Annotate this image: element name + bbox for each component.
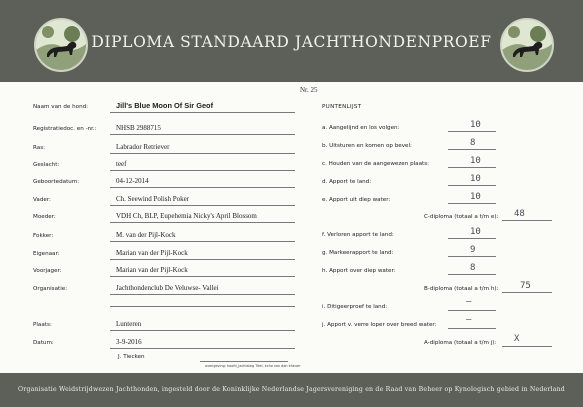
field-underline (110, 205, 295, 206)
field-underline (110, 187, 295, 188)
score-underline (502, 292, 552, 293)
field-value: Jill's Blue Moon Of Sir Geof (116, 101, 214, 110)
signature-line (200, 361, 288, 362)
signature-note: ovengeving: hoofd_Jachtsteg Titel, echo van den kheuer (205, 364, 301, 368)
field-label: Fokker: (33, 233, 54, 239)
points-item-label: f. Verloren apport te land: (322, 232, 394, 238)
points-item-label: g. Markeerapport te land: (322, 250, 394, 256)
points-item-label: b. Uitsturen en komen op bevel: (322, 143, 412, 149)
points-total-label: B-diploma (totaal a t/m h): (424, 286, 499, 292)
field-underline (110, 294, 295, 295)
field-value: Ch. Seewind Polish Poker (116, 195, 190, 203)
field-label: Ras: (33, 145, 45, 151)
field-value: 3-9-2016 (116, 338, 142, 346)
field-label: Datum: (33, 340, 54, 346)
score-underline (448, 185, 496, 186)
field-value: Marian van der Pijl-Kock (116, 266, 188, 274)
field-underline (110, 306, 295, 307)
points-score: 10 (470, 120, 481, 130)
field-value: Labrador Retriever (116, 143, 170, 151)
field-label: Geboortedatum: (33, 179, 80, 185)
score-underline (448, 256, 496, 257)
field-value: teef (116, 160, 127, 168)
score-underline (448, 131, 496, 132)
points-total-label: A-diploma (totaal a t/m j): (424, 340, 497, 346)
points-heading: PUNTENLIJST (322, 104, 362, 110)
field-label: Eigenaar: (33, 251, 60, 257)
points-item-label: e. Apport uit diep water: (322, 197, 391, 203)
points-total-score: 48 (514, 209, 525, 219)
score-underline (448, 310, 496, 311)
points-item-label: a. Aangelijnd en los volgen: (322, 125, 400, 131)
points-item-label: d. Apport te land: (322, 179, 372, 185)
score-underline (448, 238, 496, 239)
field-label: Geslacht: (33, 162, 60, 168)
field-underline (110, 276, 295, 277)
signature-name: J. Tiecken (118, 354, 145, 360)
points-total-label: C-diploma (totaal a t/m e): (424, 214, 499, 220)
points-total-score: X (514, 334, 520, 344)
field-label: Registratiedoc. en -nr.: (33, 126, 97, 132)
field-underline (110, 330, 295, 331)
field-label: Naam van de hond: (33, 104, 89, 110)
points-item-label: h. Apport over diep water: (322, 268, 396, 274)
field-value: 04-12-2014 (116, 177, 149, 185)
score-underline (448, 149, 496, 150)
field-underline (110, 348, 295, 349)
points-score: 10 (470, 192, 481, 202)
points-item-label: j. Apport v. verre loper over breed water: (322, 322, 437, 328)
field-underline (110, 112, 295, 113)
field-value: Jachthondenclub De Veluwse- Vallei (116, 284, 219, 292)
points-score: – (466, 315, 472, 325)
diploma-title: DIPLOMA STANDAARD JACHTHONDENPROEF (91, 33, 492, 51)
field-label: Organisatie: (33, 286, 68, 292)
points-item-label: c. Houden van de aangewezen plaats: (322, 161, 430, 167)
points-score: 10 (470, 174, 481, 184)
diploma-number: Nr. 25 (300, 86, 318, 94)
points-total-score: 75 (520, 281, 531, 291)
field-value: VDH Ch, BLP, Eupehemia Nicky's April Blossom (116, 212, 257, 220)
field-label: Vader: (33, 197, 51, 203)
points-score: 8 (470, 138, 476, 148)
score-underline (448, 203, 496, 204)
dog-medallion-icon (500, 18, 554, 72)
field-underline (110, 259, 295, 260)
field-underline (110, 222, 295, 223)
points-score: – (466, 297, 472, 307)
field-underline (110, 170, 295, 171)
score-underline (502, 220, 552, 221)
field-label: Plaats: (33, 322, 52, 328)
score-underline (502, 346, 552, 347)
field-value: Marian van der Pijl-Kock (116, 249, 188, 257)
field-label: Moeder: (33, 214, 56, 220)
score-underline (448, 167, 496, 168)
field-value: NHSB 2988715 (116, 124, 161, 132)
score-underline (448, 328, 496, 329)
points-score: 8 (470, 263, 476, 273)
points-score: 10 (470, 156, 481, 166)
points-item-label: i. Ditigeerproef te land: (322, 304, 388, 310)
field-underline (110, 241, 295, 242)
footer-text: Organisatie Weidstrijdwezen Jachthonden, ingesteld door de Koninklijke Nederlandse Jagersvereniging en de Raad van Beheer op Kynologisch gebied in Nederland (18, 386, 565, 393)
field-value: M. van der Pijl-Kock (116, 231, 176, 239)
score-underline (448, 274, 496, 275)
field-value: Lunteren (116, 320, 142, 328)
field-underline (110, 153, 295, 154)
points-score: 9 (470, 245, 476, 255)
field-underline (110, 134, 295, 135)
points-score: 10 (470, 227, 481, 237)
field-label: Voorjager: (33, 268, 62, 274)
